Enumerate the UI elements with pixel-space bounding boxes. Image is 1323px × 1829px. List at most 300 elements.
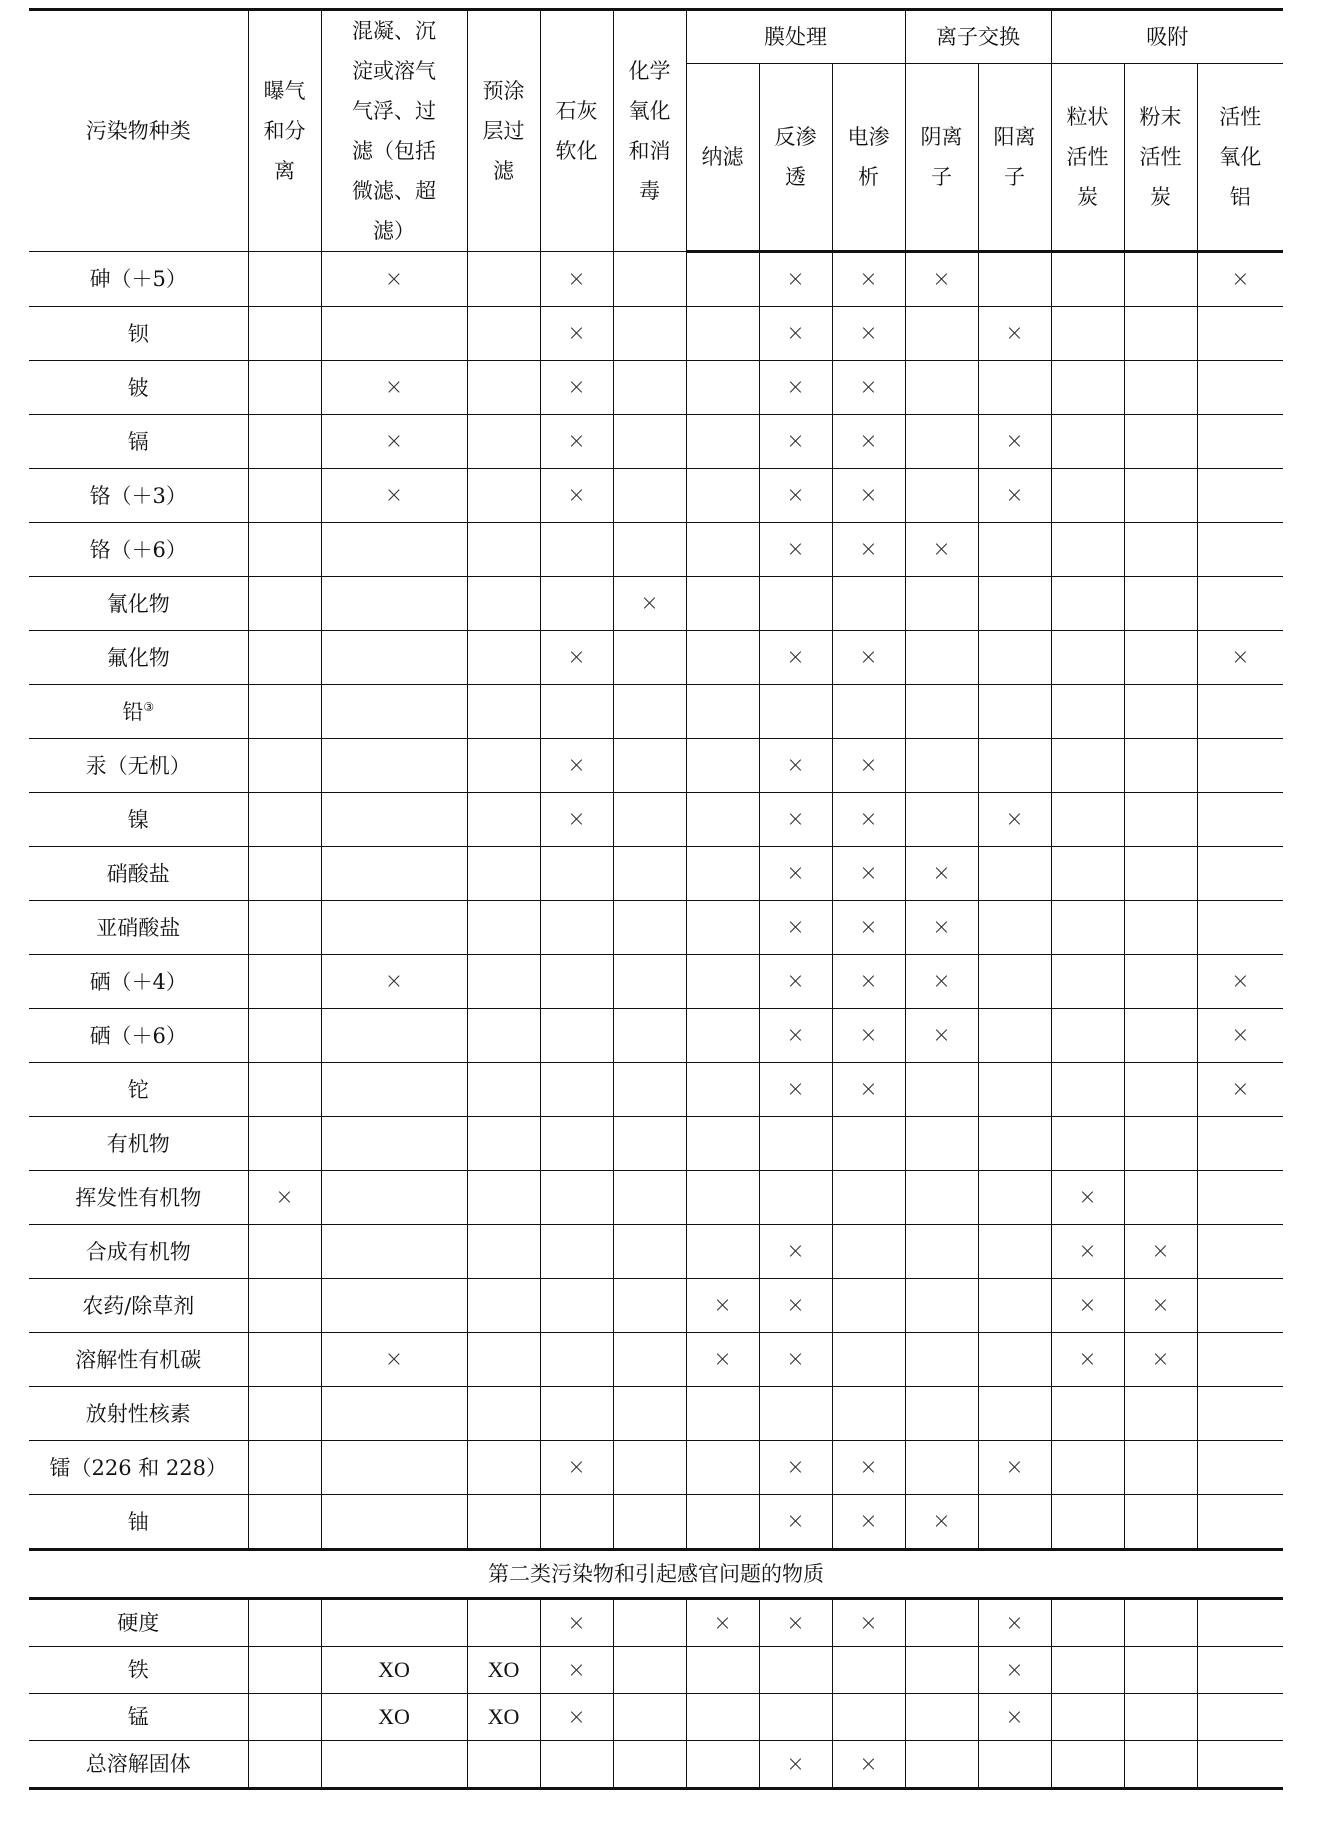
treatment-cell [759,685,832,739]
xo-mark: XO [487,1704,520,1729]
header-coagulation-filtration: 混凝、沉淀或溶气气浮、过滤（包括微滤、超滤） [321,10,467,252]
treatment-cell [1124,1694,1197,1741]
treatment-cell [978,469,1051,523]
table-row [29,469,1283,523]
treatment-cell [613,1741,686,1789]
x-mark-icon: × [786,645,805,670]
treatment-cell [613,415,686,469]
treatment-cell [1124,1495,1197,1550]
treatment-cell [540,847,613,901]
treatment-cell [467,523,540,577]
table-row [29,307,1283,361]
x-mark-icon: × [859,645,878,670]
treatment-cell [978,1387,1051,1441]
treatment-cell [832,739,905,793]
treatment-cell [467,252,540,307]
treatment-cell [1051,1171,1124,1225]
treatment-cell [1124,469,1197,523]
x-mark-icon: × [859,861,878,886]
pollutant-name: 锰 [29,1694,248,1741]
treatment-cell [905,1009,978,1063]
x-mark-icon: × [859,1610,878,1636]
treatment-cell [321,739,467,793]
treatment-cell [905,1225,978,1279]
x-mark-icon: × [859,807,878,832]
table-row [29,1599,1283,1647]
treatment-cell [248,1279,321,1333]
treatment-cell [540,631,613,685]
treatment-cell [321,901,467,955]
table-row [29,252,1283,307]
treatment-cell [759,415,832,469]
treatment-cell [905,1441,978,1495]
treatment-cell [467,1009,540,1063]
treatment-cell [905,469,978,523]
treatment-cell [1197,252,1283,307]
treatment-cell [832,577,905,631]
treatment-cell [613,955,686,1009]
treatment-cell [467,1441,540,1495]
treatment-cell [759,523,832,577]
treatment-cell [248,955,321,1009]
x-mark-icon: × [786,807,805,832]
treatment-cell [905,631,978,685]
treatment-cell [759,252,832,307]
treatment-cell [978,1333,1051,1387]
treatment-cell [248,1009,321,1063]
table-header [29,10,1283,252]
treatment-cell [759,1694,832,1741]
treatment-cell [1051,307,1124,361]
treatment-cell [978,1225,1051,1279]
treatment-cell [1124,847,1197,901]
pollutant-name: 砷（＋5） [29,252,248,307]
treatment-cell [1051,1009,1124,1063]
treatment-cell [248,685,321,739]
pollutant-name: 硒（＋4） [29,955,248,1009]
treatment-cell [832,361,905,415]
x-mark-icon: × [786,1347,805,1372]
treatment-cell [1124,1225,1197,1279]
x-mark-icon: × [640,591,659,616]
treatment-cell [321,1694,467,1741]
treatment-cell [467,307,540,361]
treatment-cell [613,523,686,577]
x-mark-icon: × [384,483,404,508]
x-mark-icon: × [1005,807,1024,832]
treatment-cell [467,793,540,847]
treatment-cell [759,307,832,361]
treatment-cell [248,739,321,793]
treatment-cell [686,847,759,901]
treatment-cell [467,1599,540,1647]
treatment-cell [759,1647,832,1694]
treatment-cell [686,1225,759,1279]
treatment-cell [613,1599,686,1647]
treatment-cell [321,631,467,685]
treatment-cell [613,1279,686,1333]
x-mark-icon: × [567,1455,586,1480]
treatment-cell [467,739,540,793]
treatment-cell [321,361,467,415]
pollutant-name: 镉 [29,415,248,469]
treatment-cell [978,1117,1051,1171]
treatment-cell [759,1279,832,1333]
treatment-cell [832,793,905,847]
pollutant-treatment-table [29,8,1283,1790]
header-lime-softening: 石灰软化 [540,10,613,252]
treatment-cell [613,252,686,307]
treatment-cell [248,577,321,631]
table-row [29,415,1283,469]
x-mark-icon: × [1005,1610,1024,1636]
pollutant-name: 铍 [29,361,248,415]
pollutant-name: 有机物 [29,1117,248,1171]
x-mark-icon: × [859,537,878,562]
treatment-cell [1124,1647,1197,1694]
x-mark-icon: × [786,1509,805,1534]
treatment-cell [1197,1009,1283,1063]
treatment-cell [540,1694,613,1741]
treatment-cell [832,523,905,577]
treatment-cell [1124,307,1197,361]
treatment-cell [248,847,321,901]
treatment-cell [540,1333,613,1387]
treatment-cell [1197,1117,1283,1171]
treatment-cell [686,252,759,307]
treatment-cell [1124,1741,1197,1789]
treatment-cell [686,1694,759,1741]
x-mark-icon: × [932,537,951,562]
table-row [29,523,1283,577]
treatment-cell [1124,577,1197,631]
table-row [29,361,1283,415]
treatment-cell [1124,1279,1197,1333]
treatment-cell [613,1694,686,1741]
treatment-cell [321,1279,467,1333]
footnote-marker: ③ [143,699,155,714]
treatment-cell [905,1279,978,1333]
treatment-cell [832,1333,905,1387]
treatment-cell [613,1441,686,1495]
treatment-cell [613,1387,686,1441]
treatment-cell [686,469,759,523]
treatment-cell [321,415,467,469]
treatment-cell [905,847,978,901]
treatment-cell [1124,1441,1197,1495]
treatment-cell [832,1694,905,1741]
x-mark-icon: × [713,1610,732,1636]
treatment-cell [1197,847,1283,901]
treatment-cell [905,307,978,361]
treatment-cell [905,361,978,415]
treatment-cell [467,469,540,523]
treatment-cell [832,685,905,739]
treatment-cell [1051,523,1124,577]
treatment-cell [1124,631,1197,685]
header-electrodialysis: 电渗析 [832,63,905,251]
treatment-cell [686,1009,759,1063]
x-mark-icon: × [1151,1293,1170,1318]
x-mark-icon: × [859,321,878,346]
treatment-cell [978,685,1051,739]
xo-mark: XO [378,1657,410,1682]
treatment-cell [1197,793,1283,847]
x-mark-icon: × [384,266,404,292]
treatment-cell [540,415,613,469]
x-mark-icon: × [786,483,805,508]
pollutant-name: 铬（＋6） [29,523,248,577]
treatment-cell [540,1171,613,1225]
section-title: 第二类污染物和引起感官问题的物质 [29,1550,1283,1599]
treatment-cell [686,415,759,469]
xo-mark: XO [487,1657,520,1682]
treatment-cell [686,739,759,793]
treatment-cell [467,955,540,1009]
treatment-cell [467,1117,540,1171]
treatment-cell [1051,1441,1124,1495]
treatment-cell [540,252,613,307]
treatment-cell [1051,577,1124,631]
treatment-cell [613,631,686,685]
treatment-cell [832,469,905,523]
treatment-cell [248,1225,321,1279]
table-body [29,252,1283,1550]
pollutant-name: 铀 [29,1495,248,1550]
treatment-cell [540,739,613,793]
treatment-cell [467,361,540,415]
treatment-cell [759,469,832,523]
x-mark-icon: × [1005,321,1024,346]
treatment-cell [321,685,467,739]
treatment-cell [832,1495,905,1550]
treatment-cell [467,685,540,739]
treatment-cell [832,1387,905,1441]
treatment-cell [905,1063,978,1117]
x-mark-icon: × [786,915,805,940]
x-mark-icon: × [1005,1455,1024,1480]
treatment-cell [832,307,905,361]
treatment-cell [905,1599,978,1647]
treatment-cell [321,1647,467,1694]
x-mark-icon: × [859,1751,878,1777]
treatment-cell [321,1741,467,1789]
treatment-cell [613,901,686,955]
treatment-cell [467,1333,540,1387]
treatment-cell [686,361,759,415]
treatment-cell [978,847,1051,901]
table-row [29,739,1283,793]
treatment-cell [832,1741,905,1789]
treatment-cell [540,1225,613,1279]
treatment-cell [540,361,613,415]
treatment-cell [540,793,613,847]
treatment-cell [248,307,321,361]
treatment-cell [1124,955,1197,1009]
treatment-cell [1124,361,1197,415]
treatment-cell [540,1117,613,1171]
x-mark-icon: × [567,483,586,508]
treatment-cell [248,1694,321,1741]
x-mark-icon: × [859,429,878,454]
treatment-cell [1197,685,1283,739]
table-row [29,1387,1283,1441]
treatment-cell [321,1599,467,1647]
treatment-cell [540,1009,613,1063]
treatment-cell [978,1441,1051,1495]
treatment-cell [540,1599,613,1647]
x-mark-icon: × [1078,1185,1097,1210]
x-mark-icon: × [567,1657,586,1683]
treatment-cell [832,1225,905,1279]
treatment-cell [759,847,832,901]
treatment-cell [905,955,978,1009]
treatment-cell [978,1741,1051,1789]
x-mark-icon: × [713,1293,732,1318]
treatment-cell [540,955,613,1009]
treatment-cell [1124,1009,1197,1063]
treatment-cell [1051,1599,1124,1647]
treatment-cell [759,1171,832,1225]
treatment-cell [832,901,905,955]
treatment-cell [759,1009,832,1063]
treatment-cell [467,1741,540,1789]
treatment-cell [759,793,832,847]
table-row [29,955,1283,1009]
x-mark-icon: × [1078,1347,1097,1372]
x-mark-icon: × [275,1185,294,1210]
x-mark-icon: × [567,753,586,778]
treatment-cell [832,631,905,685]
treatment-cell [1197,955,1283,1009]
treatment-cell [832,955,905,1009]
treatment-cell [978,1171,1051,1225]
treatment-cell [1051,469,1124,523]
treatment-cell [248,1495,321,1550]
treatment-cell [321,955,467,1009]
x-mark-icon: × [1078,1293,1097,1318]
treatment-cell [905,685,978,739]
treatment-cell [1124,1333,1197,1387]
treatment-cell [978,577,1051,631]
treatment-cell [613,1063,686,1117]
treatment-cell [540,1441,613,1495]
treatment-cell [686,1333,759,1387]
treatment-cell [686,685,759,739]
xo-mark: XO [378,1704,410,1729]
treatment-cell [1197,415,1283,469]
treatment-cell [467,1279,540,1333]
treatment-cell [978,1063,1051,1117]
x-mark-icon: × [859,969,878,994]
treatment-cell [1197,1647,1283,1694]
x-mark-icon: × [1005,483,1024,508]
header-group-ion-exchange: 离子交换 [905,10,1051,64]
treatment-cell [248,793,321,847]
treatment-cell [978,307,1051,361]
x-mark-icon: × [1231,1077,1250,1102]
x-mark-icon: × [786,1023,805,1048]
table-row [29,1225,1283,1279]
treatment-cell [467,847,540,901]
treatment-cell [1197,307,1283,361]
treatment-cell [248,1647,321,1694]
treatment-cell [613,577,686,631]
treatment-cell [686,793,759,847]
pollutant-name: 镭（226 和 228） [29,1441,248,1495]
x-mark-icon: × [932,1023,951,1048]
treatment-cell [686,1279,759,1333]
table-row [29,631,1283,685]
treatment-cell [686,523,759,577]
pollutant-name: 挥发性有机物 [29,1171,248,1225]
treatment-cell [467,415,540,469]
treatment-cell [978,523,1051,577]
treatment-cell [540,685,613,739]
header-anion: 阴离子 [905,63,978,251]
pollutant-name: 亚硝酸盐 [29,901,248,955]
treatment-cell [467,1171,540,1225]
treatment-cell [832,1279,905,1333]
x-mark-icon: × [567,266,586,292]
x-mark-icon: × [932,1509,951,1534]
pollutant-name: 硝酸盐 [29,847,248,901]
treatment-cell [248,901,321,955]
x-mark-icon: × [932,969,951,994]
x-mark-icon: × [786,969,805,994]
treatment-cell [1051,793,1124,847]
table-row [29,685,1283,739]
treatment-cell [905,793,978,847]
treatment-cell [248,1117,321,1171]
treatment-cell [1197,1599,1283,1647]
treatment-cell [1051,361,1124,415]
pollutant-name: 农药/除草剂 [29,1279,248,1333]
treatment-cell [1197,901,1283,955]
treatment-cell [686,1063,759,1117]
treatment-cell [759,739,832,793]
treatment-cell [1124,1171,1197,1225]
table-row [29,1009,1283,1063]
pollutant-name: 放射性核素 [29,1387,248,1441]
x-mark-icon: × [384,969,404,994]
x-mark-icon: × [859,1509,878,1534]
treatment-cell [1051,955,1124,1009]
treatment-cell [1124,793,1197,847]
header-pollutant-type: 污染物种类 [29,10,248,252]
treatment-cell [978,793,1051,847]
treatment-cell [248,361,321,415]
table-row [29,793,1283,847]
x-mark-icon: × [1005,1657,1024,1683]
x-mark-icon: × [859,1023,878,1048]
treatment-cell [1051,1694,1124,1741]
treatment-cell [905,1387,978,1441]
treatment-cell [613,1117,686,1171]
treatment-cell [613,307,686,361]
treatment-cell [905,415,978,469]
treatment-cell [321,1441,467,1495]
header-group-adsorption: 吸附 [1051,10,1283,64]
treatment-cell [905,252,978,307]
treatment-cell [613,1171,686,1225]
x-mark-icon: × [786,429,805,454]
treatment-cell [1124,1387,1197,1441]
treatment-cell [1197,1495,1283,1550]
treatment-cell [759,1117,832,1171]
treatment-cell [686,1441,759,1495]
treatment-cell [832,1647,905,1694]
